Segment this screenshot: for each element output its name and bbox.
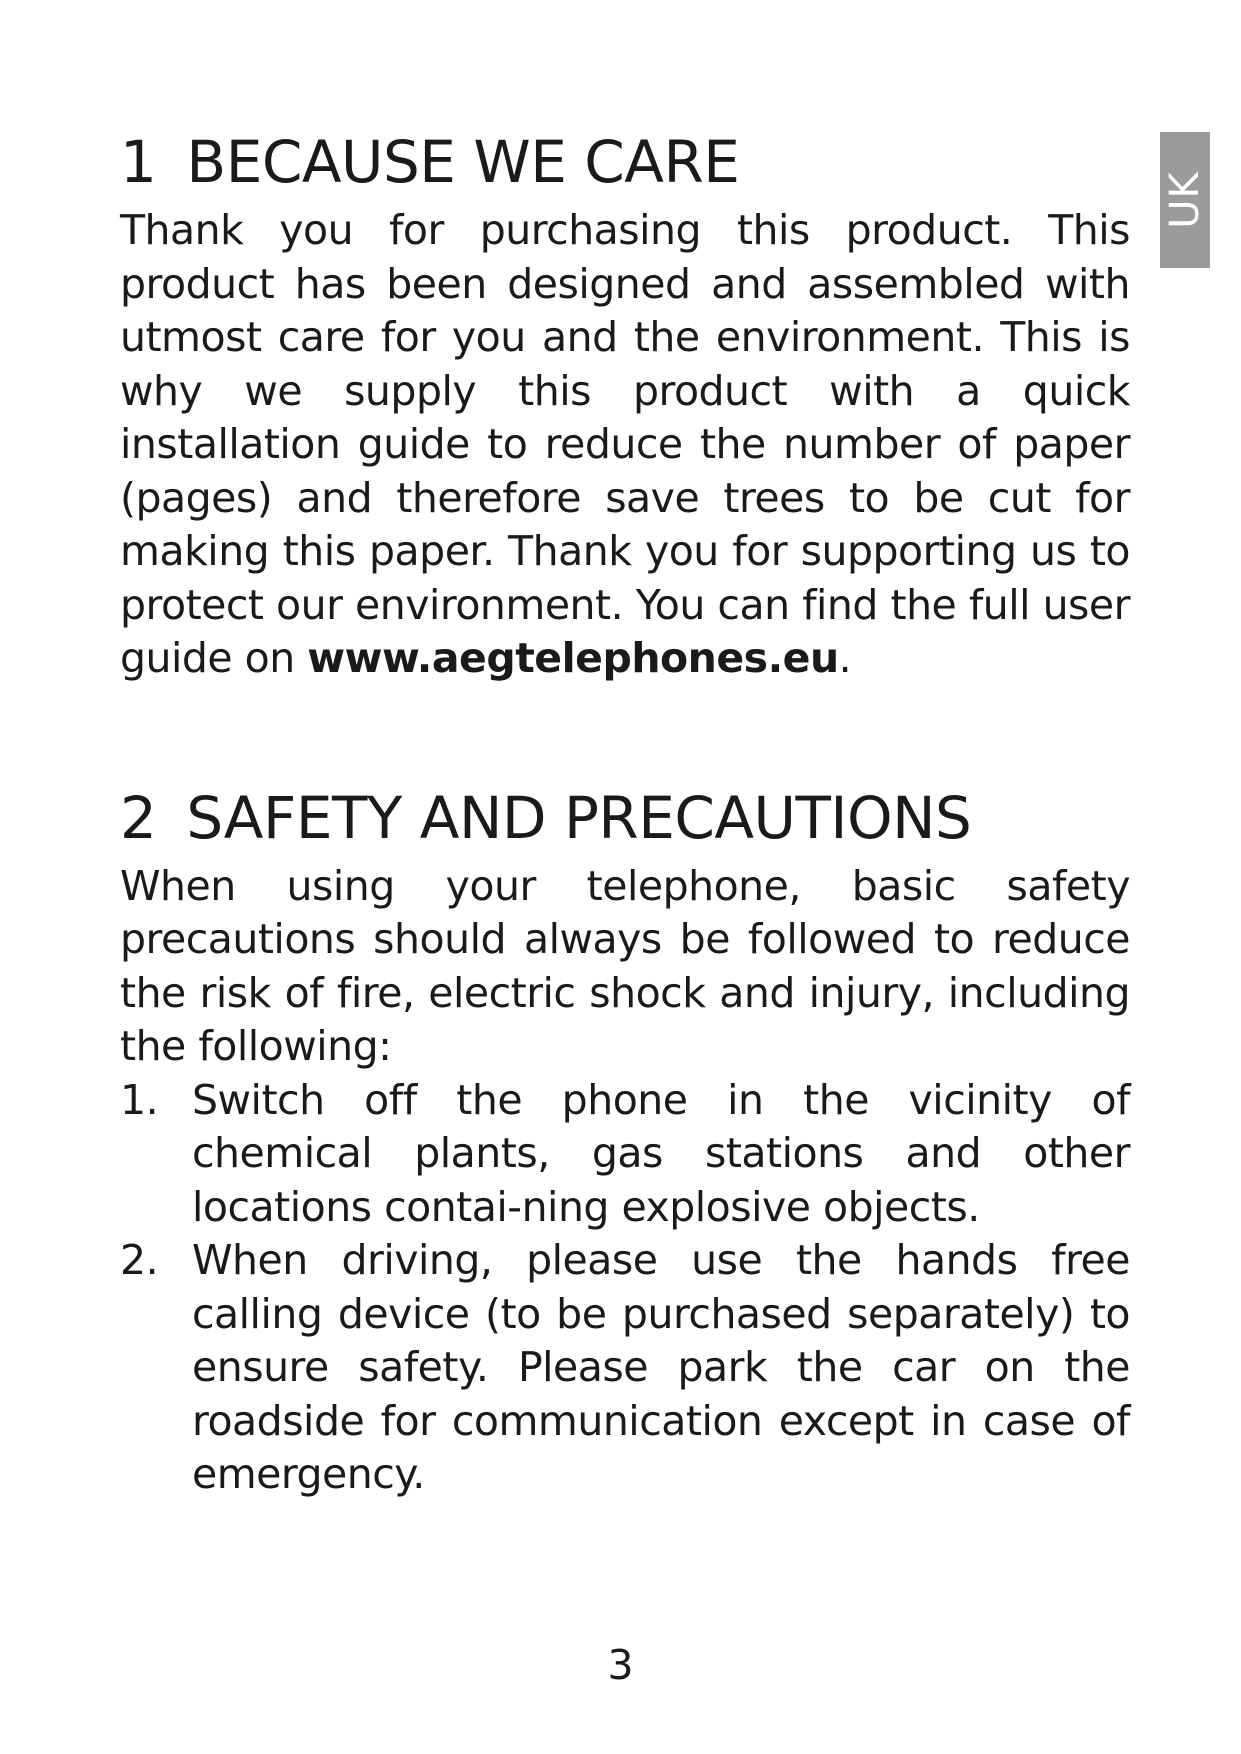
list-item-marker: 2.: [120, 1236, 159, 1284]
page-content: [120, 126, 1130, 1502]
section-2-number: 2: [120, 783, 157, 852]
page-number: 3: [607, 1641, 634, 1689]
section-1-body-text: Thank you for purchasing this product. This product has been designed and assembled with utmost care for you and the environment. This is why we supply this product with a quick installation guide to reduce the number of paper (pages) and therefore save trees to be cut for making this paper. Thank you for supporting us to protect our environment. You can find the full user guide on: [120, 206, 1130, 682]
section-1-body: [120, 204, 1130, 686]
list-item-text: Switch off the phone in the vicinity of chemical plants, gas stations and other locations contai-ning explosive objects.: [192, 1075, 1130, 1231]
section-1-heading: [120, 126, 1130, 198]
list-item: [120, 1074, 1130, 1235]
website-link[interactable]: www.aegtelephones.eu: [307, 634, 839, 682]
section-1-title: BECAUSE WE CARE: [186, 128, 740, 196]
list-item-text: When driving, please use the hands free calling device (to be purchased separately) to ensure safety. Please park the car on the roadside for communication except in case of emergency.: [192, 1236, 1130, 1498]
language-tab: [1160, 132, 1210, 268]
language-tab-label: UK: [1162, 171, 1209, 229]
section-because-we-care: [120, 126, 1130, 686]
section-1-body-suffix: .: [838, 634, 852, 682]
section-1-number: 1: [120, 128, 157, 196]
list-item-marker: 1.: [120, 1075, 159, 1124]
section-safety-and-precautions: [120, 782, 1130, 1502]
section-2-intro: When using your telephone, basic safety precautions should always be followed to reduce the risk of fire, electric shock and injury, including the following:: [120, 861, 1130, 1070]
list-item: [120, 1234, 1130, 1502]
section-2-heading: [120, 782, 1130, 854]
section-2-title: SAFETY AND PRECAUTIONS: [186, 783, 972, 852]
precautions-list: [120, 1074, 1130, 1502]
